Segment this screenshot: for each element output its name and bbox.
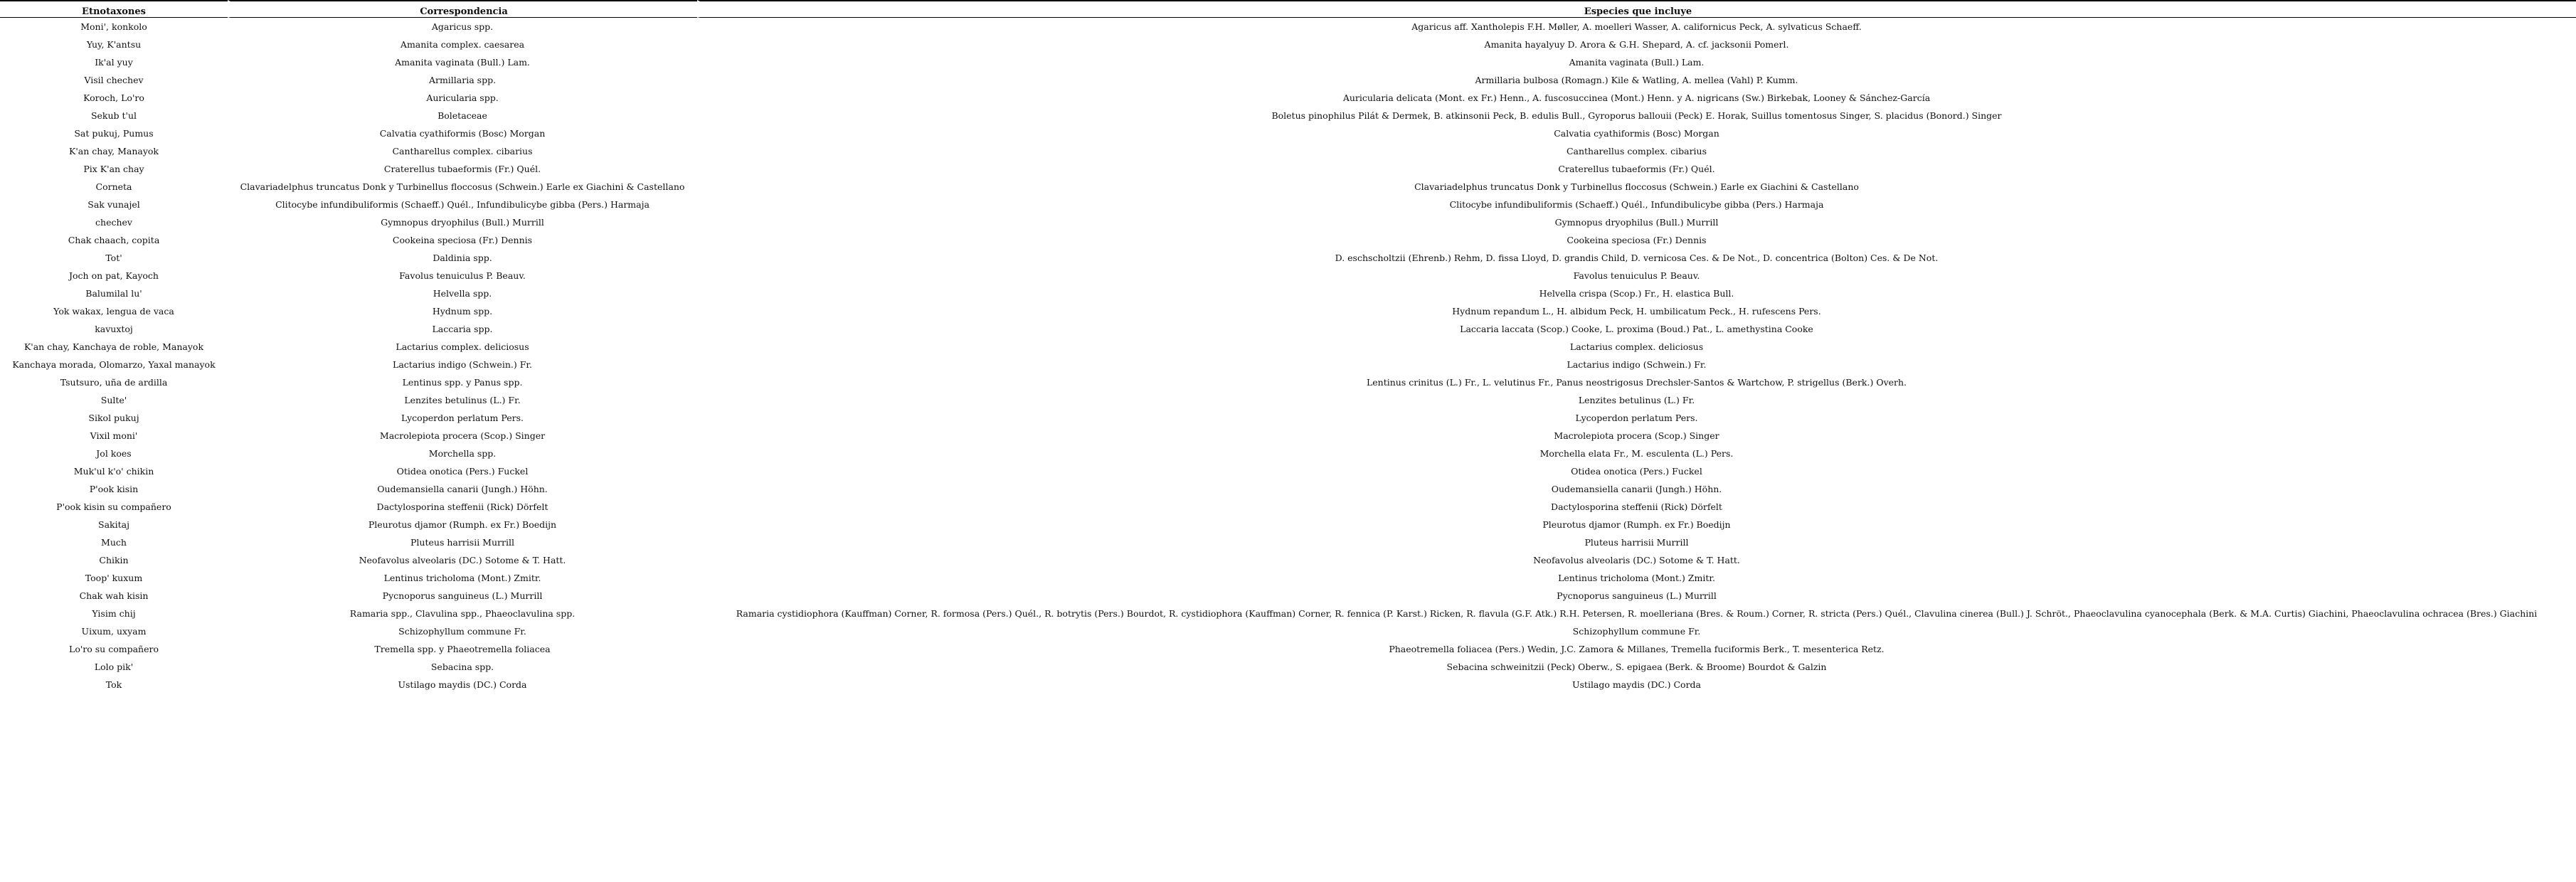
table-row	[0, 658, 2576, 676]
cell-especies: Otidea onotica (Pers.) Fuckel	[1571, 466, 1702, 477]
table-row	[0, 160, 2576, 178]
cell-correspondencia: Ramaria spp., Clavulina spp., Phaeoclavulina spp.	[349, 608, 576, 619]
cell-especies: Pycnoporus sanguineus (L.) Murrill	[1557, 590, 1717, 601]
cell-etnotaxon: chechev	[95, 217, 132, 228]
header-correspondencia: Correspondencia	[228, 0, 697, 18]
cell-etnotaxon: P'ook kisin	[89, 484, 139, 494]
cell-etnotaxon: Joch on pat, Kayoch	[69, 270, 159, 281]
cell-correspondencia: Macrolepiota procera (Scop.) Singer	[379, 430, 546, 441]
table-row	[0, 231, 2576, 249]
cell-especies: Favolus tenuiculus P. Beauv.	[1573, 270, 1700, 281]
cell-etnotaxon: Tot'	[105, 253, 122, 263]
cell-especies: Lactarius indigo (Schwein.) Fr.	[1567, 359, 1707, 370]
cell-etnotaxon: K'an chay, Kanchaya de roble, Manayok	[23, 341, 204, 352]
cell-correspondencia: Lenzites betulinus (L.) Fr.	[404, 395, 521, 405]
cell-etnotaxon: Lo'ro su compañero	[69, 644, 159, 654]
cell-correspondencia: Agaricus spp.	[431, 21, 494, 32]
table-row	[0, 427, 2576, 445]
table-row	[0, 373, 2576, 391]
table-row	[0, 445, 2576, 462]
cell-correspondencia: Neofavolus alveolaris (DC.) Sotome & T. Hatt.	[359, 555, 566, 565]
cell-especies: Agaricus aff. Xantholepis F.H. Møller, A. moelleri Wasser, A. californicus Peck, A. sylvaticus Schaeff.	[1411, 21, 1862, 32]
cell-correspondencia: Schizophyllum commune Fr.	[398, 626, 526, 637]
cell-especies: Gymnopus dryophilus (Bull.) Murrill	[1554, 217, 1719, 228]
cell-correspondencia: Armillaria spp.	[428, 75, 497, 85]
table-row	[0, 587, 2576, 605]
cell-especies: Ustilago maydis (DC.) Corda	[1571, 679, 1702, 690]
table-row	[0, 320, 2576, 338]
cell-especies: Macrolepiota procera (Scop.) Singer	[1554, 430, 1719, 441]
cell-especies: Hydnum repandum L., H. albidum Peck, H. umbilicatum Peck., H. rufescens Pers.	[1452, 306, 1821, 317]
table-row	[0, 569, 2576, 587]
table-row	[0, 53, 2576, 71]
cell-correspondencia: Laccaria spp.	[432, 324, 493, 334]
cell-especies: Neofavolus alveolaris (DC.) Sotome & T. Hatt.	[1533, 555, 1740, 565]
cell-correspondencia: Lactarius indigo (Schwein.) Fr.	[393, 359, 532, 370]
cell-correspondencia: Helvella spp.	[433, 288, 492, 299]
cell-correspondencia: Boletaceae	[438, 110, 487, 121]
cell-especies: Helvella crispa (Scop.) Fr., H. elastica Bull.	[1539, 288, 1734, 299]
header-row	[0, 0, 2576, 18]
cell-correspondencia: Clavariadelphus truncatus Donk y Turbinellus floccosus (Schwein.) Earle ex Giachini & Castellano	[240, 181, 685, 192]
table-row	[0, 196, 2576, 213]
table-row	[0, 89, 2576, 107]
cell-etnotaxon: Yok wakax, lengua de vaca	[53, 306, 174, 317]
table-row	[0, 71, 2576, 89]
cell-correspondencia: Pluteus harrisii Murrill	[410, 537, 514, 548]
table-row	[0, 356, 2576, 373]
cell-especies: Schizophyllum commune Fr.	[1572, 626, 1701, 637]
cell-especies: Lactarius complex. deliciosus	[1569, 341, 1704, 352]
cell-etnotaxon: Sakitaj	[98, 519, 129, 530]
cell-especies: Amanita hayalyuy D. Arora & G.H. Shepard, A. cf. jacksonii Pomerl.	[1484, 39, 1789, 50]
cell-etnotaxon: Tsutsuro, uña de ardilla	[60, 377, 168, 388]
cell-etnotaxon: K'an chay, Manayok	[68, 146, 159, 156]
cell-etnotaxon: Much	[101, 537, 127, 548]
cell-correspondencia: Morchella spp.	[428, 448, 497, 459]
cell-correspondencia: Lactarius complex. deliciosus	[396, 341, 529, 352]
table-row	[0, 338, 2576, 356]
cell-especies: Lenzites betulinus (L.) Fr.	[1578, 395, 1695, 405]
cell-especies: Laccaria laccata (Scop.) Cooke, L. proxima (Boud.) Pat., L. amethystina Cooke	[1460, 324, 1813, 334]
cell-etnotaxon: Jol koes	[96, 448, 132, 459]
cell-correspondencia: Cantharellus complex. cibarius	[392, 146, 533, 156]
table-row	[0, 36, 2576, 53]
cell-especies: Calvatia cyathiformis (Bosc) Morgan	[1554, 128, 1719, 139]
table-row	[0, 640, 2576, 658]
table-row	[0, 605, 2576, 622]
cell-especies: Sebacina schweinitzii (Peck) Oberw., S. epigaea (Berk. & Broome) Bourdot & Galzin	[1446, 662, 1827, 672]
cell-etnotaxon: Corneta	[95, 181, 132, 192]
table-row	[0, 302, 2576, 320]
cell-etnotaxon: Yuy, K'antsu	[86, 39, 142, 50]
table-row	[0, 285, 2576, 302]
cell-correspondencia: Calvatia cyathiformis (Bosc) Morgan	[379, 128, 546, 139]
cell-etnotaxon: Sekub t'ul	[90, 110, 137, 121]
cell-especies: D. eschscholtzii (Ehrenb.) Rehm, D. fissa Lloyd, D. grandis Child, D. vernicosa Ces. & De Not., D. concentrica (Bolton) Ces. & De Not.	[1335, 253, 1939, 263]
cell-etnotaxon: Visil chechev	[84, 75, 144, 85]
cell-especies: Amanita vaginata (Bull.) Lam.	[1569, 57, 1705, 68]
cell-etnotaxon: Muk'ul k'o' chikin	[73, 466, 154, 477]
cell-especies: Cookeina speciosa (Fr.) Dennis	[1567, 235, 1707, 245]
cell-etnotaxon: Ik'al yuy	[95, 57, 133, 68]
table-row	[0, 107, 2576, 124]
cell-correspondencia: Amanita complex. caesarea	[400, 39, 525, 50]
cell-etnotaxon: Kanchaya morada, Olomarzo, Yaxal manayok	[12, 359, 216, 370]
cell-etnotaxon: Chak chaach, copita	[68, 235, 160, 245]
cell-etnotaxon: Tok	[105, 679, 122, 690]
cell-etnotaxon: Uixum, uxyam	[81, 626, 147, 637]
cell-especies: Oudemansiella canarii (Jungh.) Höhn.	[1551, 484, 1722, 494]
cell-correspondencia: Craterellus tubaeformis (Fr.) Quél.	[383, 164, 541, 174]
table-row	[0, 391, 2576, 409]
cell-especies: Lentinus crinitus (L.) Fr., L. velutinus Fr., Panus neostrigosus Drechsler-Santos & Wartchow, P. strigellus (Berk.) Overh.	[1366, 377, 1907, 388]
table-row	[0, 551, 2576, 569]
cell-etnotaxon: Sat pukuj, Pumus	[74, 128, 154, 139]
cell-correspondencia: Cookeina speciosa (Fr.) Dennis	[392, 235, 533, 245]
table-row	[0, 533, 2576, 551]
cell-especies: Ramaria cystidiophora (Kauffman) Corner, R. formosa (Pers.) Quél., R. botrytis (Pers.) Bourdot, R. cystidiophora (Kauffman) Corner, R. fennica (P. Karst.) Ricken, R. flavula (G.F. Atk.) R.H. Petersen, R. moelleriana (Bres. & Roum.) Corner, R. stricta (Pers.) Quél., Clavulina cinerea (Bull.) J. Schröt., Phaeoclavulina cyanocephala (Berk. & M.A. Curtis) Giachini, Phaeoclavulina ochracea (Bres.) Giachini	[736, 608, 2538, 619]
cell-etnotaxon: kavuxtoj	[95, 324, 133, 334]
cell-correspondencia: Clitocybe infundibuliformis (Schaeff.) Quél., Infundibulicybe gibba (Pers.) Harmaja	[275, 199, 650, 210]
cell-especies: Boletus pinophilus Pilát & Dermek, B. atkinsonii Peck, B. edulis Bull., Gyroporus ballouii (Peck) E. Horak, Suillus tomentosus Singer, S. placidus (Bonord.) Singer	[1271, 110, 2002, 121]
cell-especies: Phaeotremella foliacea (Pers.) Wedin, J.C. Zamora & Millanes, Tremella fuciformis Berk., T. mesenterica Retz.	[1389, 644, 1885, 654]
cell-correspondencia: Pycnoporus sanguineus (L.) Murrill	[382, 590, 543, 601]
cell-etnotaxon: Chak wah kisin	[79, 590, 149, 601]
cell-especies: Armillaria bulbosa (Romagn.) Kile & Watling, A. mellea (Vahl) P. Kumm.	[1475, 75, 1798, 85]
table-row	[0, 124, 2576, 142]
cell-correspondencia: Lentinus spp. y Panus spp.	[402, 377, 523, 388]
table-row	[0, 676, 2576, 694]
table-row	[0, 142, 2576, 160]
cell-etnotaxon: Vixil moni'	[90, 430, 138, 441]
table-row	[0, 462, 2576, 480]
cell-etnotaxon: Sak vunajel	[88, 199, 140, 210]
cell-correspondencia: Hydnum spp.	[432, 306, 493, 317]
cell-etnotaxon: Lolo pik'	[94, 662, 134, 672]
cell-etnotaxon: Moni', konkolo	[80, 21, 147, 32]
cell-correspondencia: Lycoperdon perlatum Pers.	[401, 413, 524, 423]
cell-correspondencia: Gymnopus dryophilus (Bull.) Murrill	[381, 217, 544, 228]
cell-especies: Pluteus harrisii Murrill	[1584, 537, 1689, 548]
cell-correspondencia: Oudemansiella canarii (Jungh.) Höhn.	[377, 484, 548, 494]
cell-etnotaxon: Sikol pukuj	[88, 413, 139, 423]
table-row	[0, 213, 2576, 231]
cell-especies: Dactylosporina steffenii (Rick) Dörfelt	[1551, 501, 1722, 512]
cell-correspondencia: Auricularia spp.	[426, 92, 499, 103]
cell-correspondencia: Otidea onotica (Pers.) Fuckel	[396, 466, 529, 477]
table-row	[0, 516, 2576, 533]
cell-especies: Clitocybe infundibuliformis (Schaeff.) Quél., Infundibulicybe gibba (Pers.) Harmaja	[1449, 199, 1824, 210]
cell-etnotaxon: P'ook kisin su compañero	[56, 501, 171, 512]
cell-etnotaxon: Toop' kuxum	[85, 573, 143, 583]
cell-especies: Auricularia delicata (Mont. ex Fr.) Henn., A. fuscosuccinea (Mont.) Henn. y A. nigricans (Sw.) Birkebak, Looney & Sánchez-García	[1342, 92, 1931, 103]
cell-correspondencia: Lentinus tricholoma (Mont.) Zmitr.	[383, 573, 541, 583]
cell-etnotaxon: Sulte'	[100, 395, 127, 405]
cell-especies: Lentinus tricholoma (Mont.) Zmitr.	[1558, 573, 1715, 583]
cell-especies: Lycoperdon perlatum Pers.	[1575, 413, 1698, 423]
cell-especies: Morchella elata Fr., M. esculenta (L.) Pers.	[1539, 448, 1734, 459]
table-row	[0, 267, 2576, 285]
cell-correspondencia: Favolus tenuiculus P. Beauv.	[399, 270, 526, 281]
cell-especies: Craterellus tubaeformis (Fr.) Quél.	[1558, 164, 1715, 174]
table-row	[0, 622, 2576, 640]
table-row	[0, 249, 2576, 267]
cell-correspondencia: Amanita vaginata (Bull.) Lam.	[395, 57, 530, 68]
cell-correspondencia: Pleurotus djamor (Rumph. ex Fr.) Boedijn	[368, 519, 557, 530]
cell-correspondencia: Sebacina spp.	[430, 662, 494, 672]
cell-etnotaxon: Balumilal lu'	[85, 288, 142, 299]
table-header	[0, 0, 2576, 18]
cell-etnotaxon: Koroch, Lo'ro	[83, 92, 144, 103]
cell-correspondencia: Dactylosporina steffenii (Rick) Dörfelt	[376, 501, 548, 512]
table-row	[0, 409, 2576, 427]
cell-correspondencia: Tremella spp. y Phaeotremella foliacea	[374, 644, 551, 654]
header-especies: Especies que incluye	[697, 0, 2576, 18]
table-row	[0, 178, 2576, 196]
cell-etnotaxon: Pix K'an chay	[83, 164, 144, 174]
table-row	[0, 480, 2576, 498]
cell-correspondencia: Ustilago maydis (DC.) Corda	[398, 679, 527, 690]
header-etnotaxones: Etnotaxones	[0, 0, 228, 18]
cell-especies: Clavariadelphus truncatus Donk y Turbinellus floccosus (Schwein.) Earle ex Giachini & Castellano	[1414, 181, 1859, 192]
cell-etnotaxon: Yisim chij	[92, 608, 136, 619]
cell-etnotaxon: Chikin	[99, 555, 129, 565]
cell-especies: Cantharellus complex. cibarius	[1566, 146, 1707, 156]
cell-correspondencia: Daldinia spp.	[433, 253, 492, 263]
cell-especies: Pleurotus djamor (Rumph. ex Fr.) Boedijn	[1542, 519, 1731, 530]
table-row	[0, 498, 2576, 516]
table-body	[0, 18, 2576, 694]
table-row	[0, 18, 2576, 36]
